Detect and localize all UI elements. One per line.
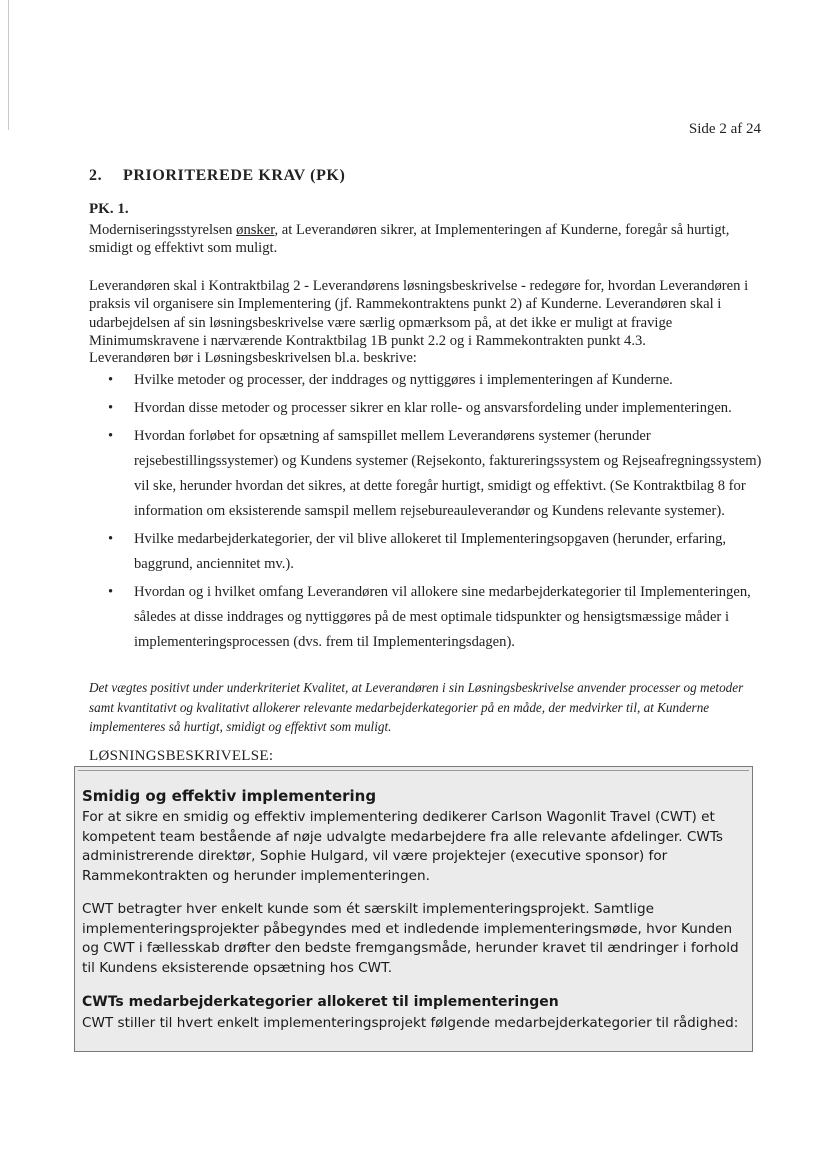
list-item: • Hvilke metoder og processer, der inddrages og nyttiggøres i implementeringen af Kunderne.	[108, 368, 764, 393]
requirement-id: PK. 1.	[89, 201, 129, 217]
bullet-icon: •	[108, 400, 114, 416]
requirement-paragraph: Leverandøren skal i Kontraktbilag 2 - Leverandørens løsningsbeskrivelse - redegøre for, hvordan Leverandøren i praksis vil organisere sin Implementering (jf. Rammekontraktens punkt 2) af Kunderne. Leverandøren skal i udarbejdelsen af sin løsningsbeskrivelse være særlig opmærksom på, at det ikke er muligt at fravige Minimumskravene i nærværende Kontraktbilag 1B punkt 2.2 og i Rammekontrakten punkt 4.3.	[89, 278, 749, 350]
bullet-icon: •	[108, 372, 114, 388]
list-item: • Hvordan forløbet for opsætning af samspillet mellem Leverandørens systemer (herunder rejsebestillingssystemer) og Kundens systemer (Rejsekonto, faktureringssystem og Rejseafregningssystem) vil ske, herunder hvordan det sikres, at dette foregår hurtigt, smidigt og effektivt. (Se Kontraktbilag 8 for information om eksisterende samspil mellem rejsebureauleverandør og Kundens relevante systemer).	[108, 424, 764, 524]
section-number: 2.	[89, 167, 103, 184]
section-title: PRIORITEREDE KRAV (PK)	[123, 167, 346, 184]
intro-after: , at Leverandøren sikrer, at Implementeringen af Kunderne, foregår så hurtigt, smidigt og effektivt som muligt.	[89, 222, 730, 257]
solution-text-team: For at sikre en smidig og effektiv implementering dedikerer Carlson Wagonlit Travel (CWT) et kompetent team bestående af nøje udvalgte medarbejdere fra alle relevante afdelinger. CWTs administrerende direktør, Sophie Hulgard, vil være projektejer (executive sponsor) for Rammekontrakten og herunder implementeringen.	[82, 809, 723, 884]
scan-edge-line	[8, 0, 9, 130]
requirement-describe-intro: Leverandøren bør i Løsningsbeskrivelsen bl.a. beskrive:	[89, 350, 417, 366]
section-heading	[89, 167, 345, 185]
solution-box	[74, 766, 753, 1052]
intro-before: Moderniseringsstyrelsen	[89, 222, 237, 238]
solution-label: LØSNINGSBESKRIVELSE:	[89, 748, 274, 764]
solution-heading-staff: CWTs medarbejderkategorier allokeret til implementeringen	[82, 994, 559, 1010]
solution-text-staff: CWT stiller til hvert enkelt implementeringsprojekt følgende medarbejderkategorier til rådighed:	[82, 1015, 739, 1031]
intro-underlined: ønsker	[236, 222, 275, 238]
list-item: • Hvilke medarbejderkategorier, der vil blive allokeret til Implementeringsopgaven (herunder, erfaring, baggrund, anciennitet mv.).	[108, 527, 764, 577]
bullet-icon: •	[108, 531, 114, 547]
list-item: • Hvordan og i hvilket omfang Leverandøren vil allokere sine medarbejderkategorier til Implementeringen, således at disse inddrages og nyttiggøres på de mest optimale tidspunkter og hensigtsmæssige måder i implementeringsprocessen (dvs. frem til Implementeringsdagen).	[108, 580, 764, 655]
evaluation-note: Det vægtes positivt under underkriteriet Kvalitet, at Leverandøren i sin Løsningsbeskrivelse anvender processer og metoder samt kvantitativt og kvalitativt allokerer relevante medarbejderkategorier på en måde, der medvirker til, at Kunderne implementeres så hurtigt, smidigt og effektivt som muligt.	[89, 680, 744, 734]
bullet-icon: •	[108, 584, 114, 600]
solution-box-rule	[78, 770, 749, 771]
page-number: Side 2 af 24	[688, 121, 761, 137]
list-item: • Hvordan disse metoder og processer sikrer en klar rolle- og ansvarsfordeling under implementeringen.	[108, 396, 764, 421]
requirement-intro	[89, 221, 761, 258]
solution-heading-implementation: Smidig og effektiv implementering	[82, 787, 377, 805]
solution-text-projects: CWT betragter hver enkelt kunde som ét særskilt implementeringsprojekt. Samtlige implementeringsprojekter påbegyndes med et indledende implementeringsmøde, hvor Kunden og CWT i fællesskab drøfter den bedste fremgangsmåde, herunder kravet til ændringer i forhold til Kundens eksisterende opsætning hos CWT.	[82, 901, 739, 976]
bullet-icon: •	[108, 428, 114, 444]
requirement-bullet-list	[108, 368, 764, 658]
